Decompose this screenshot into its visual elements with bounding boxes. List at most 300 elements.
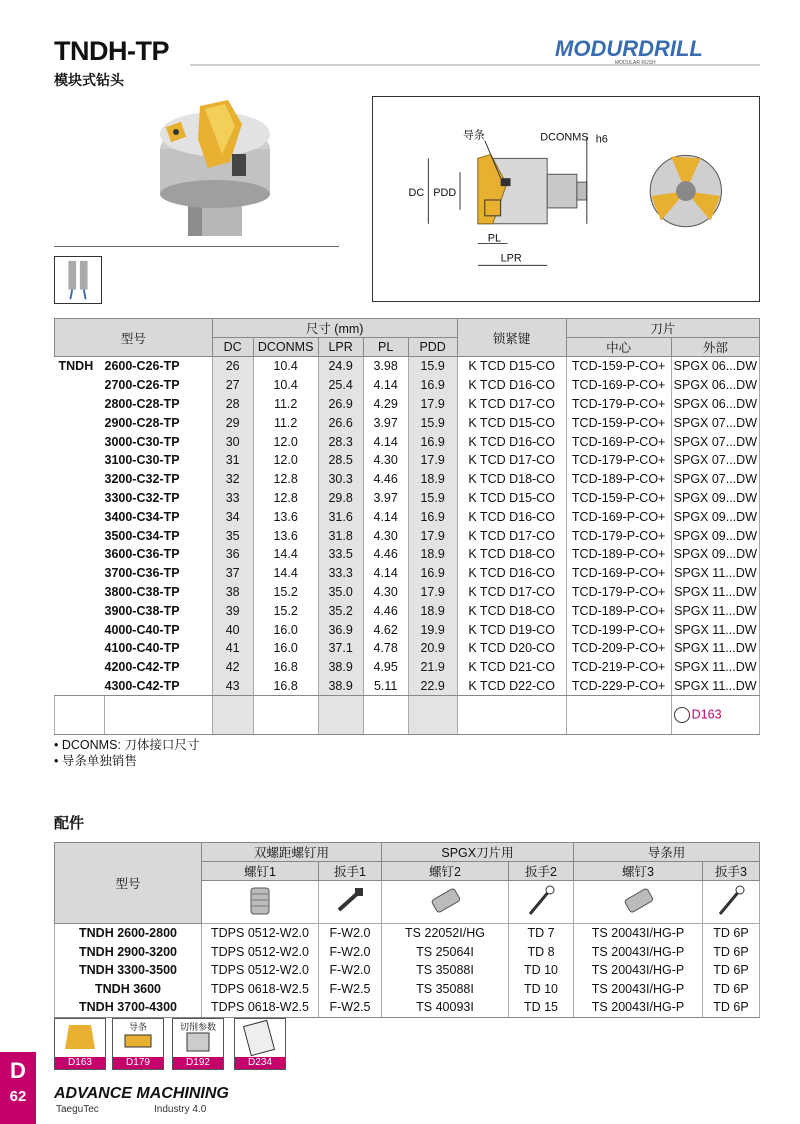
acc-model: TNDH 2900-3200 — [55, 943, 202, 962]
model-code: 3000-C30-TP — [105, 432, 213, 451]
table-cell: K TCD D22-CO — [457, 677, 566, 696]
table-cell: 16.0 — [253, 620, 318, 639]
table-cell: 17.9 — [408, 583, 457, 602]
ref-icon-cutting[interactable] — [172, 1018, 224, 1070]
empty-cell — [318, 696, 363, 735]
table-cell: 38.9 — [318, 677, 363, 696]
page-title: TNDH-TP — [54, 36, 169, 66]
wrench2-icon — [509, 881, 574, 924]
table-cell: 10.4 — [253, 376, 318, 395]
acc-cell: TS 25064I — [382, 943, 509, 962]
acc-cell: TD 6P — [703, 943, 760, 962]
table-cell: 33.3 — [318, 564, 363, 583]
table-row — [55, 357, 760, 376]
table-cell: 11.2 — [253, 395, 318, 414]
model-code: 3700-C36-TP — [105, 564, 213, 583]
empty-cell — [566, 696, 671, 735]
table-cell: 38 — [212, 583, 253, 602]
footer-industry: Industry 4.0 — [154, 1104, 207, 1115]
acc-cell: TD 6P — [703, 980, 760, 999]
table-cell: 16.9 — [408, 564, 457, 583]
acc-row — [55, 943, 760, 962]
table-cell: 25.4 — [318, 376, 363, 395]
col-header-pdd: PDD — [408, 338, 457, 357]
model-prefix — [55, 583, 105, 602]
table-row — [55, 526, 760, 545]
table-row — [55, 620, 760, 639]
col-header-dconms: DCONMS — [253, 338, 318, 357]
table-cell: 12.0 — [253, 451, 318, 470]
table-cell: K TCD D18-CO — [457, 470, 566, 489]
ref-icon-label: D192 — [173, 1057, 223, 1069]
accessories-table — [54, 842, 760, 1018]
model-code: 4100-C40-TP — [105, 639, 213, 658]
table-cell: 36 — [212, 545, 253, 564]
table-cell: TCD-209-P-CO+ — [566, 639, 671, 658]
acc-subheader: 扳手3 — [703, 862, 760, 881]
model-prefix — [55, 545, 105, 564]
acc-cell: TD 7 — [509, 924, 574, 943]
table-cell: TCD-169-P-CO+ — [566, 376, 671, 395]
table-cell: 4.78 — [363, 639, 408, 658]
table-cell: 4.62 — [363, 620, 408, 639]
table-cell: 19.9 — [408, 620, 457, 639]
col-header-outer: 外部 — [671, 338, 759, 357]
table-cell: SPGX 09...DW — [671, 507, 759, 526]
table-cell: SPGX 11...DW — [671, 601, 759, 620]
table-cell: 17.9 — [408, 526, 457, 545]
notes — [54, 737, 199, 769]
table-cell: 4.46 — [363, 545, 408, 564]
acc-header-group3: 导条用 — [574, 843, 760, 862]
ref-icon-top: 切削参数 — [179, 1023, 216, 1033]
acc-cell: TDPS 0618-W2.5 — [202, 980, 319, 999]
technical-data-icon — [235, 1019, 285, 1057]
table-cell: 16.9 — [408, 376, 457, 395]
table-cell: 4.95 — [363, 658, 408, 677]
table-cell: K TCD D20-CO — [457, 639, 566, 658]
table-row — [55, 545, 760, 564]
table-cell: 10.4 — [253, 357, 318, 376]
model-code: 3500-C34-TP — [105, 526, 213, 545]
ref-icon-label: D234 — [235, 1057, 285, 1069]
acc-subheader: 螺钉2 — [382, 862, 509, 881]
table-cell: TCD-189-P-CO+ — [566, 545, 671, 564]
table-cell: 4.14 — [363, 432, 408, 451]
table-cell: K TCD D16-CO — [457, 564, 566, 583]
acc-cell: TS 35088I — [382, 980, 509, 999]
model-prefix — [55, 677, 105, 696]
table-cell: 4.30 — [363, 451, 408, 470]
table-cell: SPGX 11...DW — [671, 658, 759, 677]
table-cell: K TCD D17-CO — [457, 395, 566, 414]
acc-cell: TS 20043I/HG-P — [574, 980, 703, 999]
logo-subtext: MODULAR RUSH — [615, 60, 656, 66]
table-cell: 21.9 — [408, 658, 457, 677]
footer-brand: ADVANCE MACHINING — [54, 1085, 229, 1102]
table-cell: 39 — [212, 601, 253, 620]
table-cell: 15.9 — [408, 357, 457, 376]
model-prefix — [55, 620, 105, 639]
table-cell: TCD-169-P-CO+ — [566, 432, 671, 451]
table-cell: 29 — [212, 413, 253, 432]
table-cell: K TCD D17-CO — [457, 451, 566, 470]
table-cell: K TCD D15-CO — [457, 413, 566, 432]
table-cell: TCD-199-P-CO+ — [566, 620, 671, 639]
page-number: 62 — [9, 1088, 27, 1105]
table-cell: 4.30 — [363, 583, 408, 602]
model-code: 3400-C34-TP — [105, 507, 213, 526]
acc-model: TNDH 3700-4300 — [55, 998, 202, 1017]
acc-subheader: 扳手2 — [509, 862, 574, 881]
note-line: • DCONMS: 刀体接口尺寸 — [54, 738, 200, 752]
table-cell: 18.9 — [408, 470, 457, 489]
acc-cell: TS 20043I/HG-P — [574, 924, 703, 943]
table-cell: 12.0 — [253, 432, 318, 451]
table-cell: K TCD D16-CO — [457, 376, 566, 395]
col-header-insert: 刀片 — [566, 319, 759, 338]
ref-icon-label: D163 — [55, 1057, 105, 1069]
table-cell: K TCD D17-CO — [457, 583, 566, 602]
acc-model: TNDH 2600-2800 — [55, 924, 202, 943]
ref-icon-technical[interactable] — [234, 1018, 286, 1070]
table-cell: TCD-169-P-CO+ — [566, 564, 671, 583]
table-cell: 26.9 — [318, 395, 363, 414]
table-row — [55, 564, 760, 583]
table-cell: 37 — [212, 564, 253, 583]
table-cell: TCD-179-P-CO+ — [566, 526, 671, 545]
col-header-lpr: LPR — [318, 338, 363, 357]
table-cell: 16.0 — [253, 639, 318, 658]
table-cell: SPGX 11...DW — [671, 564, 759, 583]
empty-cell — [105, 696, 213, 735]
table-row — [55, 639, 760, 658]
table-cell: SPGX 11...DW — [671, 620, 759, 639]
model-code: 3900-C38-TP — [105, 601, 213, 620]
table-cell: 12.8 — [253, 489, 318, 508]
model-prefix — [55, 507, 105, 526]
acc-cell: TD 6P — [703, 924, 760, 943]
table-cell: K TCD D21-CO — [457, 658, 566, 677]
diagram-label-dc: DC — [408, 187, 425, 200]
diagram-label-dconms-sub: h6 — [595, 133, 608, 146]
table-cell: 29.8 — [318, 489, 363, 508]
table-cell: 4.46 — [363, 470, 408, 489]
section-tab — [0, 1052, 36, 1124]
col-header-center: 中心 — [566, 338, 671, 357]
accessories-title: 配件 — [54, 814, 85, 832]
table-cell: 3.98 — [363, 357, 408, 376]
model-code: 3100-C30-TP — [105, 451, 213, 470]
model-code: 2800-C28-TP — [105, 395, 213, 414]
acc-subheader: 扳手1 — [319, 862, 382, 881]
table-footer-row — [55, 696, 760, 735]
table-cell: 18.9 — [408, 601, 457, 620]
table-cell: 14.4 — [253, 545, 318, 564]
table-cell: K TCD D15-CO — [457, 489, 566, 508]
acc-cell: TS 35088I — [382, 961, 509, 980]
table-cell: 24.9 — [318, 357, 363, 376]
image-divider — [54, 246, 339, 247]
model-prefix — [55, 564, 105, 583]
acc-row — [55, 961, 760, 980]
acc-subheader: 螺钉3 — [574, 862, 703, 881]
table-row — [55, 677, 760, 696]
model-prefix: TNDH — [58, 359, 94, 374]
acc-cell: TS 20043I/HG-P — [574, 998, 703, 1017]
page-ref-icon — [674, 707, 690, 723]
model-code: 3200-C32-TP — [105, 470, 213, 489]
model-code: 3600-C36-TP — [105, 545, 213, 564]
col-header-pl: PL — [363, 338, 408, 357]
acc-cell: TD 6P — [703, 998, 760, 1017]
ref-cell — [671, 696, 759, 735]
acc-cell: F-W2.5 — [319, 980, 382, 999]
table-cell: 15.9 — [408, 413, 457, 432]
table-row — [55, 451, 760, 470]
table-cell: TCD-189-P-CO+ — [566, 601, 671, 620]
table-cell: K TCD D18-CO — [457, 601, 566, 620]
table-row — [55, 376, 760, 395]
table-cell: TCD-179-P-CO+ — [566, 583, 671, 602]
table-cell: TCD-159-P-CO+ — [566, 413, 671, 432]
table-cell: 4.14 — [363, 376, 408, 395]
empty-cell — [212, 696, 253, 735]
screw1-icon — [202, 881, 319, 924]
acc-cell: TS 22052I/HG — [382, 924, 509, 943]
table-cell: 13.6 — [253, 507, 318, 526]
drill-head-image — [150, 94, 280, 244]
table-cell: TCD-179-P-CO+ — [566, 451, 671, 470]
acc-cell: TS 20043I/HG-P — [574, 961, 703, 980]
model-code: 2900-C28-TP — [105, 413, 213, 432]
acc-subheader: 螺钉1 — [202, 862, 319, 881]
table-cell: SPGX 11...DW — [671, 583, 759, 602]
empty-cell — [363, 696, 408, 735]
diagram-label-pdd: PDD — [433, 187, 457, 200]
table-cell: 37.1 — [318, 639, 363, 658]
model-prefix — [55, 376, 105, 395]
model-prefix — [55, 470, 105, 489]
table-cell: K TCD D15-CO — [457, 357, 566, 376]
acc-header-group1: 双螺距螺钉用 — [202, 843, 382, 862]
screw2-icon — [382, 881, 509, 924]
acc-header-model: 型号 — [55, 843, 202, 924]
table-cell: 4.30 — [363, 526, 408, 545]
table-cell: 40 — [212, 620, 253, 639]
table-cell: 4.14 — [363, 507, 408, 526]
acc-row — [55, 924, 760, 943]
table-cell: 12.8 — [253, 470, 318, 489]
table-cell: 14.4 — [253, 564, 318, 583]
diagram-label-guide: 导条 — [463, 129, 485, 142]
table-cell: 15.2 — [253, 601, 318, 620]
table-cell: 28 — [212, 395, 253, 414]
acc-cell: TD 8 — [509, 943, 574, 962]
acc-row — [55, 980, 760, 999]
diagram-label-pl: PL — [487, 232, 502, 245]
acc-cell: F-W2.0 — [319, 943, 382, 962]
model-prefix — [55, 432, 105, 451]
empty-cell — [408, 696, 457, 735]
model-prefix — [55, 601, 105, 620]
acc-cell: TD 10 — [509, 980, 574, 999]
table-cell: 36.9 — [318, 620, 363, 639]
table-cell: 41 — [212, 639, 253, 658]
insert-icon — [55, 1019, 105, 1057]
table-cell: 33 — [212, 489, 253, 508]
model-prefix — [55, 658, 105, 677]
wrench3-icon — [703, 881, 760, 924]
ref-icon-label: D179 — [113, 1057, 163, 1069]
model-code: 4000-C40-TP — [105, 620, 213, 639]
diagram-label-lpr: LPR — [500, 252, 522, 265]
section-letter: D — [10, 1058, 26, 1083]
table-row — [55, 583, 760, 602]
table-row — [55, 601, 760, 620]
table-cell: 34 — [212, 507, 253, 526]
model-code: 2600-C26-TP — [105, 357, 213, 376]
table-cell: SPGX 09...DW — [671, 545, 759, 564]
table-cell: 28.3 — [318, 432, 363, 451]
acc-cell: F-W2.5 — [319, 998, 382, 1017]
table-cell: TCD-169-P-CO+ — [566, 507, 671, 526]
model-prefix — [55, 413, 105, 432]
acc-model: TNDH 3300-3500 — [55, 961, 202, 980]
table-cell: 13.6 — [253, 526, 318, 545]
table-cell: 26.6 — [318, 413, 363, 432]
acc-cell: TDPS 0512-W2.0 — [202, 961, 319, 980]
acc-header-group2: SPGX刀片用 — [382, 843, 574, 862]
model-prefix — [55, 451, 105, 470]
table-cell: SPGX 07...DW — [671, 413, 759, 432]
model-code: 2700-C26-TP — [105, 376, 213, 395]
table-cell: 15.9 — [408, 489, 457, 508]
model-prefix — [55, 489, 105, 508]
table-cell: 28.5 — [318, 451, 363, 470]
table-cell: K TCD D17-CO — [457, 526, 566, 545]
ref-icon-guide[interactable] — [112, 1018, 164, 1070]
acc-cell: TD 15 — [509, 998, 574, 1017]
model-prefix — [55, 395, 105, 414]
page-ref-text: D163 — [691, 707, 722, 722]
table-row — [55, 395, 760, 414]
table-cell: 33.5 — [318, 545, 363, 564]
model-code: 3300-C32-TP — [105, 489, 213, 508]
table-cell: 15.2 — [253, 583, 318, 602]
table-cell: TCD-179-P-CO+ — [566, 395, 671, 414]
table-row — [55, 413, 760, 432]
table-row — [55, 470, 760, 489]
application-thumb-icon — [54, 256, 102, 304]
model-code: 3800-C38-TP — [105, 583, 213, 602]
acc-cell: F-W2.0 — [319, 961, 382, 980]
table-cell: 5.11 — [363, 677, 408, 696]
table-cell: SPGX 11...DW — [671, 677, 759, 696]
table-cell: 38.9 — [318, 658, 363, 677]
diagram-label-dconms: DCONMS — [540, 131, 589, 144]
table-cell: 43 — [212, 677, 253, 696]
ref-icon-insert[interactable] — [54, 1018, 106, 1070]
table-cell: 32 — [212, 470, 253, 489]
acc-model: TNDH 3600 — [55, 980, 202, 999]
table-cell: 3.97 — [363, 489, 408, 508]
table-cell: 35.2 — [318, 601, 363, 620]
col-header-dc: DC — [212, 338, 253, 357]
col-header-model: 型号 — [55, 319, 213, 357]
col-header-size: 尺寸 (mm) — [212, 319, 457, 338]
col-header-lock: 锁紧键 — [457, 319, 566, 357]
ref-icon-top: 导条 — [128, 1023, 147, 1033]
table-cell: 4.14 — [363, 564, 408, 583]
table-cell: 17.9 — [408, 395, 457, 414]
acc-cell: TD 6P — [703, 961, 760, 980]
acc-cell: TDPS 0512-W2.0 — [202, 943, 319, 962]
dimension-diagram — [372, 96, 760, 302]
table-cell: 26 — [212, 357, 253, 376]
table-cell: 30.3 — [318, 470, 363, 489]
acc-cell: TDPS 0512-W2.0 — [202, 924, 319, 943]
table-cell: SPGX 11...DW — [671, 639, 759, 658]
table-cell: SPGX 09...DW — [671, 489, 759, 508]
table-cell: 31.8 — [318, 526, 363, 545]
table-cell: SPGX 06...DW — [671, 357, 759, 376]
acc-cell: F-W2.0 — [319, 924, 382, 943]
table-cell: 11.2 — [253, 413, 318, 432]
table-cell: TCD-159-P-CO+ — [566, 357, 671, 376]
table-row — [55, 658, 760, 677]
table-cell: 16.9 — [408, 507, 457, 526]
table-cell: 31 — [212, 451, 253, 470]
table-cell: SPGX 06...DW — [671, 376, 759, 395]
table-cell: K TCD D16-CO — [457, 507, 566, 526]
empty-cell — [253, 696, 318, 735]
table-cell: 27 — [212, 376, 253, 395]
table-cell: SPGX 07...DW — [671, 470, 759, 489]
table-cell: 16.8 — [253, 677, 318, 696]
empty-cell — [55, 696, 105, 735]
footer-maker: TaeguTec — [56, 1104, 99, 1115]
table-cell: 22.9 — [408, 677, 457, 696]
advance-machining-logo — [54, 1080, 254, 1116]
model-prefix — [55, 526, 105, 545]
table-cell: 30 — [212, 432, 253, 451]
table-cell: 3.97 — [363, 413, 408, 432]
table-cell: 4.29 — [363, 395, 408, 414]
table-cell: 17.9 — [408, 451, 457, 470]
table-cell: 35.0 — [318, 583, 363, 602]
table-cell: 16.9 — [408, 432, 457, 451]
table-cell: 4.46 — [363, 601, 408, 620]
note-line: • 导条单独销售 — [54, 754, 137, 768]
table-cell: SPGX 07...DW — [671, 432, 759, 451]
table-cell: 35 — [212, 526, 253, 545]
model-spec-table — [54, 318, 760, 735]
table-cell: TCD-159-P-CO+ — [566, 489, 671, 508]
table-cell: 42 — [212, 658, 253, 677]
table-cell: K TCD D16-CO — [457, 432, 566, 451]
table-row — [55, 507, 760, 526]
acc-cell: TS 20043I/HG-P — [574, 943, 703, 962]
table-cell: 31.6 — [318, 507, 363, 526]
table-cell: TCD-189-P-CO+ — [566, 470, 671, 489]
table-cell: TCD-219-P-CO+ — [566, 658, 671, 677]
wrench1-icon — [319, 881, 382, 924]
model-code: 4300-C42-TP — [105, 677, 213, 696]
table-cell: 18.9 — [408, 545, 457, 564]
screw3-icon — [574, 881, 703, 924]
page-subtitle: 模块式钻头 — [54, 73, 124, 89]
